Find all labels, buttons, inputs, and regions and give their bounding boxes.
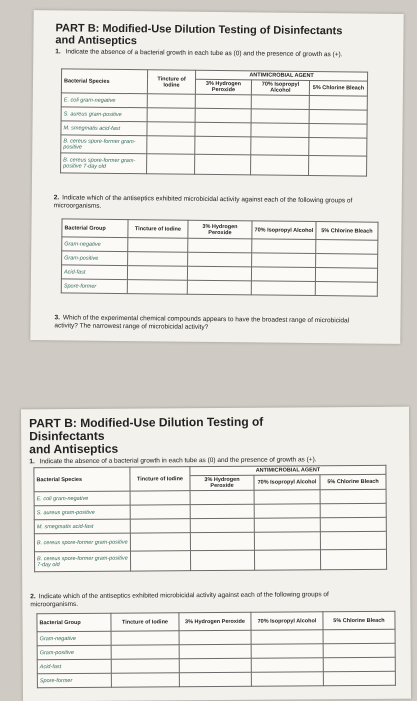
answer-cell[interactable] <box>130 491 190 505</box>
answer-cell[interactable] <box>188 252 252 267</box>
col-header-iodine: Tincture of Iodine <box>128 220 188 239</box>
answer-cell[interactable] <box>315 268 377 283</box>
col-header-bleach: 5% Chlorine Bleach <box>320 474 386 489</box>
answer-cell[interactable] <box>190 518 254 532</box>
answer-cell[interactable] <box>147 154 195 175</box>
col-header-peroxide: 3% Hydrogen Peroxide <box>190 475 254 490</box>
answer-cell[interactable] <box>130 505 190 519</box>
answer-cell[interactable] <box>147 136 195 155</box>
answer-cell[interactable] <box>147 94 195 109</box>
table-row: E. coli gram-negative <box>34 489 386 505</box>
col-header-bleach: 5% Chlorine Bleach <box>309 80 367 96</box>
answer-cell[interactable] <box>195 108 251 123</box>
table-row: M. smegmatis acid-fast <box>34 517 386 533</box>
answer-cell[interactable] <box>190 550 254 570</box>
question-3-text: Which of the experimental chemical compounds appears to have the broadest range of microbicidal activity? The narrowest range of microbicidal activity? <box>54 314 350 331</box>
answer-cell[interactable] <box>323 629 395 644</box>
answer-cell[interactable] <box>128 252 188 267</box>
worksheet-photo-top <box>30 10 403 344</box>
table-row: Spore-former <box>61 279 377 296</box>
table-row: Spore-former <box>37 671 395 687</box>
answer-cell[interactable] <box>187 266 251 281</box>
col-header-iodine: Tincture of Iodine <box>130 467 190 491</box>
table-row: B. cereus spore-former gram-positive 7-day old <box>61 153 367 176</box>
answer-cell[interactable] <box>195 94 251 109</box>
question-1 <box>55 48 355 59</box>
col-header-alcohol: 70% Isopropyl Alcohol <box>254 475 320 490</box>
table-row: Acid-fast <box>61 265 377 282</box>
answer-cell[interactable] <box>111 631 179 645</box>
activity-table <box>61 218 379 296</box>
answer-cell[interactable] <box>316 240 378 255</box>
answer-cell[interactable] <box>128 238 188 253</box>
answer-cell[interactable] <box>251 137 309 156</box>
col-header-species: Bacterial Species <box>61 69 147 94</box>
table-row: B. cereus spore-former gram-positive 7-day old <box>34 549 386 571</box>
col-header-peroxide: 3% Hydrogen Peroxide <box>179 612 251 631</box>
answer-cell[interactable] <box>252 239 316 254</box>
answer-cell[interactable] <box>254 490 320 504</box>
answer-cell[interactable] <box>254 504 320 518</box>
answer-cell[interactable] <box>251 644 323 659</box>
activity-table <box>36 611 396 689</box>
part-title-line2: and Antiseptics <box>29 441 119 457</box>
answer-cell[interactable] <box>251 155 309 176</box>
col-header-iodine: Tincture of Iodine <box>111 613 179 631</box>
answer-cell[interactable] <box>147 122 195 137</box>
header-block <box>55 22 355 59</box>
col-header-species: Bacterial Species <box>34 467 130 492</box>
answer-cell[interactable] <box>111 673 179 687</box>
question-2 <box>54 192 354 213</box>
answer-cell[interactable] <box>187 280 251 295</box>
answer-cell[interactable] <box>251 95 309 110</box>
answer-cell[interactable] <box>316 254 378 269</box>
answer-cell[interactable] <box>254 518 320 532</box>
col-header-peroxide: 3% Hydrogen Peroxide <box>188 220 252 239</box>
col-header-peroxide: 3% Hydrogen Peroxide <box>195 79 251 95</box>
col-header-alcohol: 70% Isopropyl Alcohol <box>251 80 309 96</box>
table-row: S. aureus gram-positive <box>34 503 386 519</box>
table-row: Gram-negative <box>37 629 395 645</box>
col-header-group: Bacterial Group <box>37 613 111 632</box>
table-row: Gram-positive <box>37 643 395 659</box>
question-1-number: 1. <box>29 458 35 466</box>
growth-table <box>33 465 387 572</box>
answer-cell[interactable] <box>323 671 395 686</box>
question-3 <box>54 312 354 333</box>
answer-cell[interactable] <box>147 108 195 123</box>
answer-cell[interactable] <box>251 109 309 124</box>
answer-cell[interactable] <box>190 532 254 550</box>
answer-cell[interactable] <box>179 644 251 659</box>
answer-cell[interactable] <box>320 503 386 517</box>
answer-cell[interactable] <box>320 549 386 569</box>
part-title-line2: and Antiseptics <box>55 34 137 48</box>
col-header-group: Bacterial Group <box>62 219 128 238</box>
col-group-header: ANTIMICROBIAL AGENT <box>196 70 368 81</box>
answer-cell[interactable] <box>309 155 367 176</box>
col-group-header: ANTIMICROBIAL AGENT <box>190 465 386 475</box>
answer-cell[interactable] <box>190 490 254 504</box>
answer-cell[interactable] <box>190 504 254 518</box>
answer-cell[interactable] <box>309 95 367 110</box>
question-2-text: Indicate which of the antiseptics exhibited microbicidal activity against each of the following groups of microorganisms. <box>30 591 329 609</box>
answer-cell[interactable] <box>130 533 190 551</box>
question-2-number: 2. <box>53 194 60 202</box>
answer-cell[interactable] <box>254 550 320 570</box>
table-row: Gram-positive <box>62 251 378 268</box>
col-header-iodine: Tincture of Iodine <box>147 70 195 95</box>
question-2-number: 2. <box>30 593 36 601</box>
answer-cell[interactable] <box>323 657 395 672</box>
question-1-text: Indicate the absence of a bacterial growth in each tube as (0) and the presence of growth as (+). <box>65 48 343 59</box>
question-3-number: 3. <box>54 314 60 322</box>
answer-cell[interactable] <box>251 267 315 282</box>
question-2-text: Indicate which of the antiseptics exhibited microbicidal activity against each of the following groups of microorganisms. <box>53 194 353 210</box>
answer-cell[interactable] <box>195 154 251 175</box>
part-title: PART B: Modified-Use Dilution Testing of Disinfectants <box>55 22 343 38</box>
answer-cell[interactable] <box>188 238 252 253</box>
answer-cell[interactable] <box>195 136 251 155</box>
part-title: PART B: Modified-Use Dilution Testing of Disinfectants <box>29 414 264 444</box>
answer-cell[interactable] <box>195 122 251 137</box>
table-row: Gram-negative <box>62 237 378 254</box>
col-header-alcohol: 70% Isopropyl Alcohol <box>251 612 323 631</box>
answer-cell[interactable] <box>127 280 187 295</box>
table-row: Acid-fast <box>37 657 395 673</box>
table-row: E. coli gram-negative <box>61 93 367 110</box>
answer-cell[interactable] <box>130 551 190 571</box>
answer-cell[interactable] <box>179 630 251 645</box>
header-block <box>29 415 339 466</box>
growth-table <box>60 68 368 176</box>
table-row: S. aureus gram-positive <box>61 107 367 124</box>
answer-cell[interactable] <box>130 519 190 533</box>
answer-cell[interactable] <box>251 672 323 687</box>
answer-cell[interactable] <box>320 489 386 503</box>
table-row: M. smegmatis acid-fast <box>61 121 367 138</box>
answer-cell[interactable] <box>315 282 377 297</box>
answer-cell[interactable] <box>251 281 315 296</box>
table-row: B. cereus spore-former gram-positive <box>34 531 386 551</box>
question-1-number: 1. <box>55 48 61 56</box>
answer-cell[interactable] <box>111 645 179 659</box>
answer-cell[interactable] <box>323 643 395 658</box>
table-row: B. cereus spore-former gram-positive <box>61 135 367 156</box>
answer-cell[interactable] <box>111 659 179 673</box>
answer-cell[interactable] <box>309 137 367 156</box>
answer-cell[interactable] <box>309 109 367 124</box>
col-header-bleach: 5% Chlorine Bleach <box>323 611 395 630</box>
answer-cell[interactable] <box>309 123 367 138</box>
question-1-text: Indicate the absence of a bacterial growth in each tube as (0) and the presence of growth as (+). <box>39 456 317 466</box>
answer-cell[interactable] <box>320 517 386 531</box>
answer-cell[interactable] <box>252 253 316 268</box>
answer-cell[interactable] <box>127 266 187 281</box>
worksheet-photo-bottom <box>21 407 411 701</box>
answer-cell[interactable] <box>251 123 309 138</box>
answer-cell[interactable] <box>251 630 323 645</box>
col-header-alcohol: 70% Isopropyl Alcohol <box>252 221 316 240</box>
answer-cell[interactable] <box>179 672 251 687</box>
answer-cell[interactable] <box>251 658 323 673</box>
answer-cell[interactable] <box>179 658 251 673</box>
answer-cell[interactable] <box>320 531 386 549</box>
answer-cell[interactable] <box>254 532 320 550</box>
question-2 <box>30 589 350 609</box>
col-header-bleach: 5% Chlorine Bleach <box>316 222 378 241</box>
